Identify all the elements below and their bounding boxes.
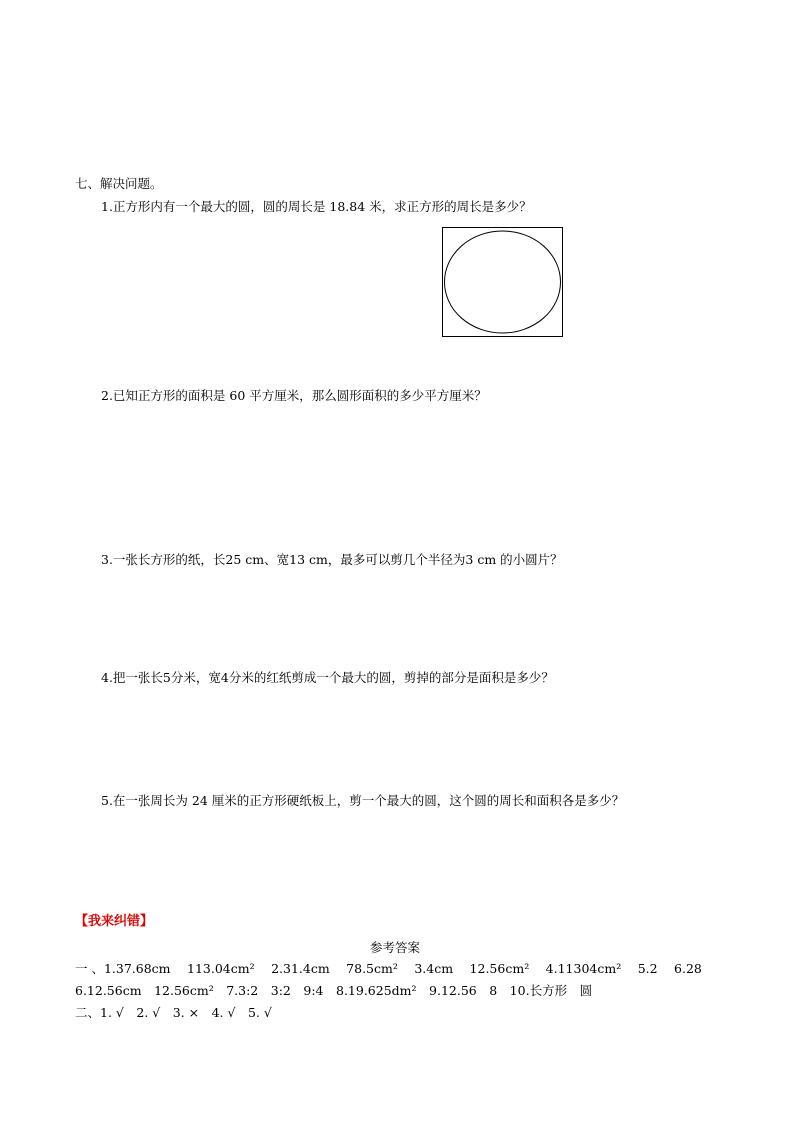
question-2: 2.已知正方形的面积是 60 平方厘米，那么圆形面积的多少平方厘米？ <box>101 388 487 403</box>
answer-line-3: 二、1. √ 2. √ 3. × 4. √ 5. √ <box>75 1005 272 1020</box>
section-title: 七、解决问题。 <box>75 176 163 191</box>
answer-heading: 参考答案 <box>370 940 421 955</box>
square-with-inscribed-circle-figure <box>442 227 563 337</box>
question-5: 5.在一张周长为 24 厘米的正方形硬纸板上，剪一个最大的圆，这个圆的周长和面积各是多少？ <box>101 793 625 808</box>
circle-shape <box>445 231 561 333</box>
question-3: 3.一张长方形的纸，长25 cm、宽13 cm，最多可以剪几个半径为3 cm 的小圆片？ <box>101 552 563 567</box>
question-4: 4.把一张长5分米，宽4分米的红纸剪成一个最大的圆，剪掉的部分是面积是多少？ <box>101 670 554 685</box>
question-1: 1.正方形内有一个最大的圆，圆的周长是 18.84 米，求正方形的周长是多少？ <box>101 199 532 214</box>
answer-line-2: 6.12.56cm 12.56cm² 7.3:2 3:2 9:4 8.19.625dm² 9.12.56 8 10.长方形 圆 <box>75 983 593 998</box>
correction-title: 【我来纠错】 <box>75 914 154 929</box>
answer-line-1: 一 、1.37.68cm 113.04cm² 2.31.4cm 78.5cm² 3.4cm 12.56cm² 4.11304cm² 5.2 6.28 <box>75 961 702 976</box>
square-shape <box>443 228 563 337</box>
